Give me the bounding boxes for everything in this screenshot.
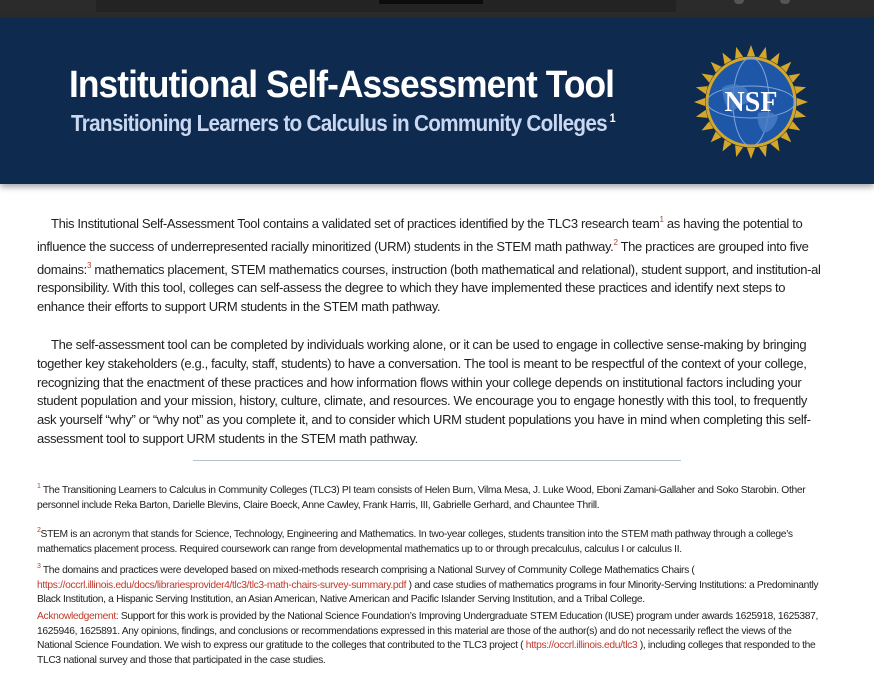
footnote-1	[37, 480, 827, 513]
intro-text-d: mathematics placement, STEM mathematics courses, instruction (both mathematical and relational), student support, and institution-al responsibility. With this tool, colleges can self-assess the degree to which they have implemented these practices and identify next steps to enhance their efforts to support URM students in the STEM math pathway.	[37, 261, 821, 315]
logo-ray	[747, 45, 755, 56]
footnote-1-text: The Transitioning Learners to Calculus in Community Colleges (TLC3) PI team consists of Helen Burn, Vilma Mesa, J. Luke Wood, Eboni Zamani-Gallaher and Soko Starobin. Other personnel include Reka Barton, Darielle Blevins, Claire Boeck, Anne Cawley, Frank Harris, III, Gabrielle Gerhard, and Chauntee Thrill.	[37, 485, 806, 511]
logo-text: NSF	[724, 87, 778, 118]
acknowledgement-text-b: ), including colleges that responded to the TLC3 national survey and those that participated in the case studies.	[37, 640, 816, 667]
logo-ray	[759, 145, 767, 157]
logo-ray	[735, 47, 743, 59]
section-divider	[193, 460, 681, 461]
footnote-3-number: 3	[37, 563, 41, 570]
toolbar-icon[interactable]	[780, 0, 790, 4]
acknowledgement-label: Acknowledgement:	[37, 611, 119, 622]
logo-ray	[797, 98, 808, 106]
intro-text-b: as having the potential to influence the success of underrepresented racially minoritized (URM) students in the STEM math pathway.	[37, 216, 803, 254]
footnote-3-text-a: The domains and practices were developed based on mixed-methods research comprising a National Survey of Community College Mathematics Chairs (	[40, 565, 695, 576]
footnote-2	[37, 524, 827, 557]
intro-text-a: This Institutional Self-Assessment Tool contains a validated set of practices identified by the TLC3 research team	[51, 216, 660, 231]
logo-ray	[696, 86, 708, 94]
footnote-ref-2[interactable]: 2	[613, 237, 618, 247]
subtitle-text: Transitioning Learners to Calculus in Community Colleges	[71, 110, 607, 136]
toolbar-tab[interactable]	[379, 0, 483, 4]
document-header	[0, 18, 874, 184]
document-subtitle	[71, 110, 615, 137]
nsf-logo-icon	[692, 43, 810, 161]
acknowledgement	[37, 610, 827, 669]
footnote-3	[37, 560, 827, 608]
intro-text-c: The practices are grouped into five domains:	[37, 238, 809, 277]
toolbar-icon[interactable]	[734, 0, 744, 4]
footnote-ref-1[interactable]: 1	[659, 215, 664, 224]
logo-ray	[759, 47, 767, 59]
acknowledgement-text-a: Support for this work is provided by the National Science Foundation’s Improving Undergraduate STEM Education (IUSE) program under awards 1625918, 1625387, 1625946, 1625891. Any opinions, findings, and conclusions or recommendations expressed in this material are those of the author(s) and do not necessarily reflect the views of the National Science Foundation. We wish to express our gratitude to the colleges that contributed to the TLC3 project (	[37, 611, 818, 652]
footnote-2-text: STEM is an acronym that stands for Science, Technology, Engineering and Mathematics. In two-year colleges, students transition into the STEM math pathway through a college’s mathematics placement process. Required coursework can range from developmental mathematics up to or through precalculus, calculus I or calculus II.	[37, 529, 793, 555]
logo-ray	[794, 86, 806, 94]
intro-paragraph	[37, 211, 827, 317]
logo-ray	[696, 110, 708, 118]
footnote-2-number: 2	[37, 527, 41, 534]
viewer-top-bar	[0, 0, 874, 18]
subtitle-footnote-ref: 1	[609, 111, 615, 125]
footnote-1-number: 1	[37, 483, 41, 490]
footnote-ref-3[interactable]: 3	[86, 260, 92, 270]
logo-ray	[694, 98, 705, 106]
logo-ray	[747, 148, 755, 159]
logo-ray	[735, 145, 743, 157]
survey-summary-link[interactable]: https://occrl.illinois.edu/docs/librariesprovider4/tlc3/tlc3-math-chairs-survey-summary.pdf	[37, 579, 407, 591]
usage-paragraph: The self-assessment tool can be completed by individuals working alone, or it can be used to engage in collective sense-making by bringing together key stakeholders (e.g., faculty, staff, students) to have a conversation. The tool is meant to be respectful of the context of your college, recognizing that the enactment of these practices and how information flows within your college depends on institutional factors including your student population and your mission, history, culture, climate, and resources. We encourage you to engage honestly with this tool, to frequently ask yourself “why” or “why not” as you complete it, and to consider which URM student populations you have in mind when completing this self-assessment tool to support URM students in the STEM math pathway.	[37, 336, 811, 446]
logo-ray	[794, 110, 806, 118]
document-body	[37, 211, 827, 468]
tlc3-project-link[interactable]: https://occrl.illinois.edu/tlc3	[525, 640, 638, 652]
document-title: Institutional Self-Assessment Tool	[69, 64, 615, 106]
footnote-3-text-b: ) and case studies of mathematics programs in four Minority-Serving Institutions: a Predominantly Black Institution, a Hispanic Serving Institution, an Asian American, Native American and Pacific Islander Serving Institution, and a Tribal College.	[37, 579, 819, 606]
